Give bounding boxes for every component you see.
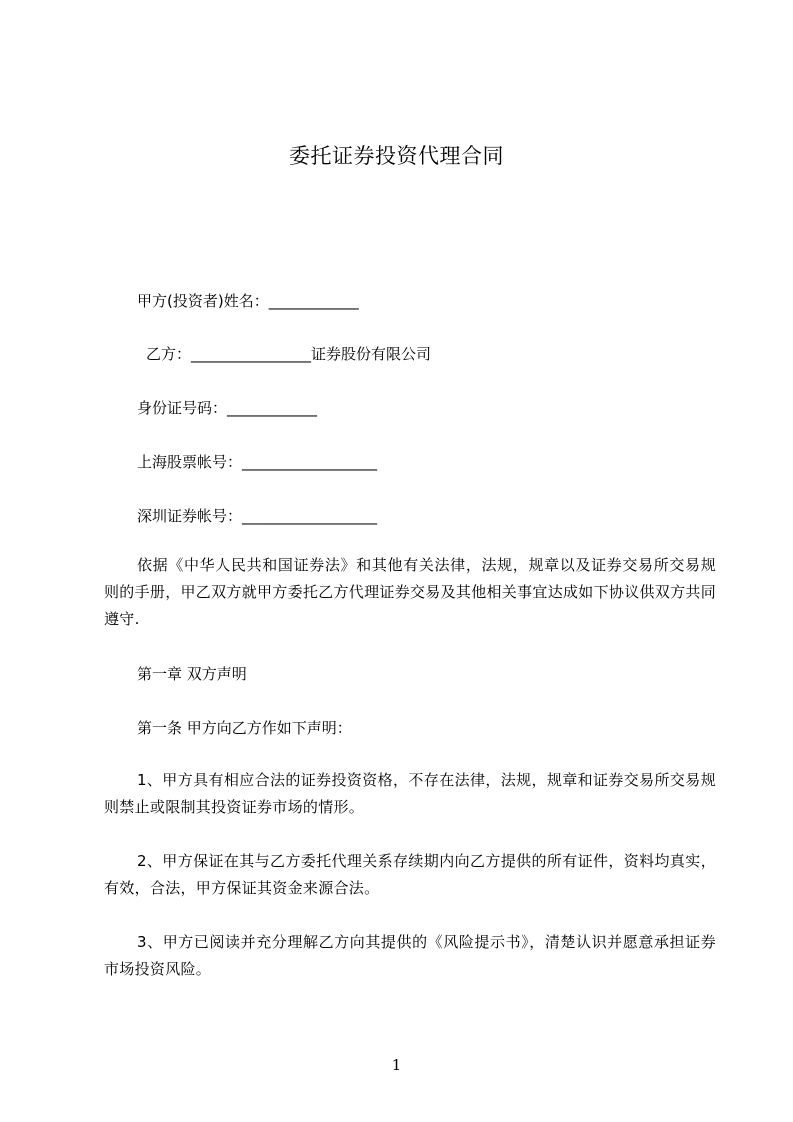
page-number: 1	[391, 1056, 402, 1074]
clause-1-paragraph: 1、甲方具有相应合法的证券投资资格，不存在法律，法规，规章和证券交易所交易规则禁止或限制其投资证券市场的情形。	[104, 771, 716, 816]
shenzhen-account-field: 深圳证券帐号：__________________	[137, 507, 378, 525]
id-number-field: 身份证号码：____________	[137, 399, 318, 417]
contract-title: 委托证券投资代理合同	[289, 144, 504, 168]
chapter-heading: 第一章 双方声明	[137, 665, 247, 683]
shanghai-account-field: 上海股票帐号：__________________	[137, 453, 378, 471]
party-b-company-field: 乙方：________________证券股份有限公司	[146, 345, 432, 363]
clause-2-paragraph: 2、甲方保证在其与乙方委托代理关系存续期内向乙方提供的所有证件，资料均真实，有效，合法，甲方保证其资金来源合法。	[104, 852, 716, 897]
party-a-name-field: 甲方(投资者)姓名：____________	[137, 292, 359, 310]
preamble-paragraph: 依据《中华人民共和国证券法》和其他有关法律，法规，规章以及证券交易所交易规则的手册，甲乙双方就甲方委托乙方代理证券交易及其他相关事宜达成如下协议供双方共同遵守.	[104, 556, 717, 628]
article-heading: 第一条 甲方向乙方作如下声明：	[137, 719, 352, 737]
clause-3-paragraph: 3、甲方已阅读并充分理解乙方向其提供的《风险提示书》，清楚认识并愿意承担证券市场投资风险。	[104, 933, 716, 978]
